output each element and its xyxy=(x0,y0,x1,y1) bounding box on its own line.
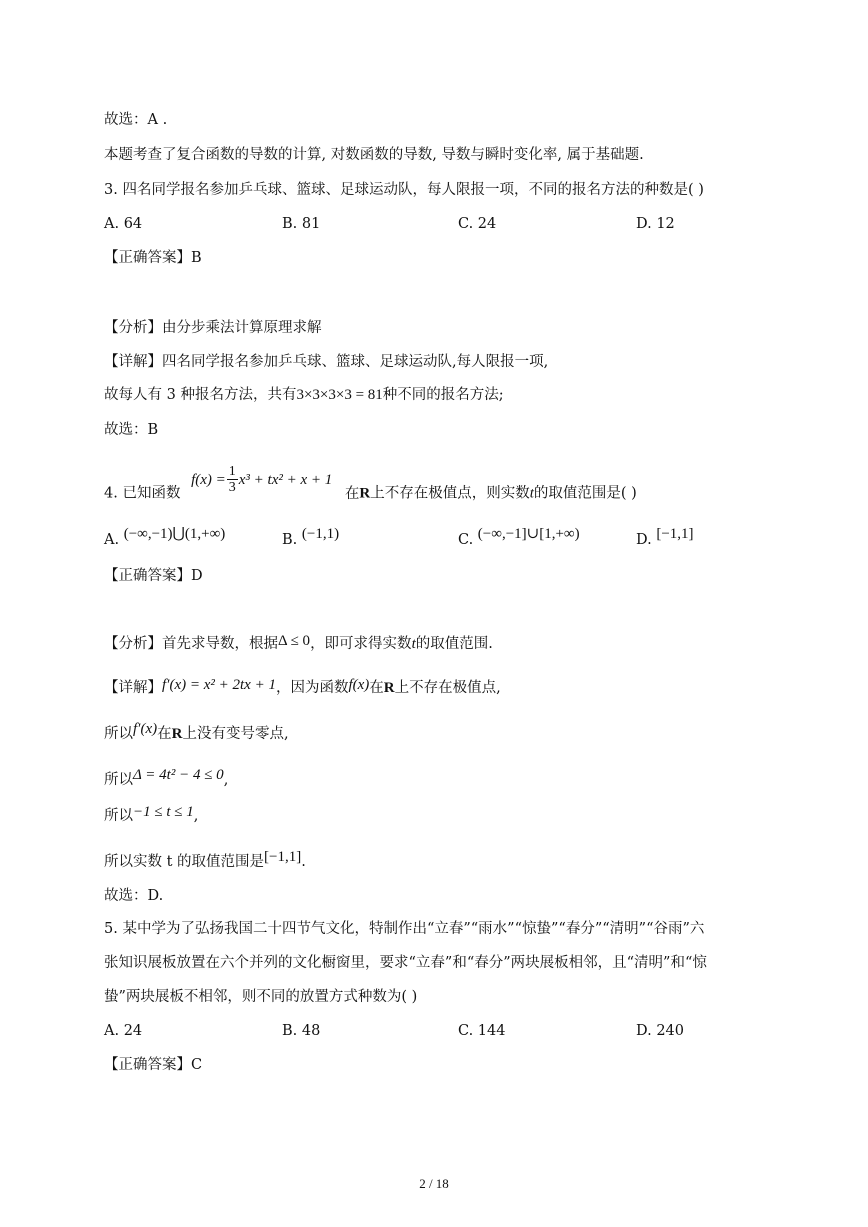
math: [−1,1] xyxy=(656,526,694,542)
math: f(x) = xyxy=(191,471,226,488)
q4-step-1 xyxy=(104,721,289,744)
text: 种不同的报名方法; xyxy=(382,387,504,403)
math: (−∞,−1)⋃(1,+∞) xyxy=(123,526,226,542)
text: 所以 xyxy=(104,726,133,742)
label: B. xyxy=(282,532,298,548)
function-formula xyxy=(191,464,337,495)
math: Δ ≤ 0 xyxy=(278,633,311,649)
question-3: 3. 四名同学报名参加乒乓球、篮球、足球运动队，每人限报一项，不同的报名方法的种数是( ) xyxy=(104,182,704,198)
math: t xyxy=(411,636,416,652)
text: , xyxy=(193,808,199,824)
math: x³ + tx² + x + 1 xyxy=(238,471,333,488)
denominator: 3 xyxy=(228,480,236,495)
q3-option-d: D. 12 xyxy=(636,216,675,232)
q4-analysis xyxy=(104,634,493,654)
summary-line: 本题考查了复合函数的导数的计算, 对数函数的导数, 导数与瞬时变化率, 属于基础题. xyxy=(104,147,644,163)
q4-option-a xyxy=(104,526,226,550)
text: 故每人有 3 种报名方法，共有 xyxy=(104,387,297,403)
q4-option-d xyxy=(636,526,694,550)
q3-detail-2 xyxy=(104,385,504,405)
text: ，即可求得实数 xyxy=(310,636,412,652)
math: [−1,1] xyxy=(264,849,302,865)
math: Δ = 4t² − 4 ≤ 0 xyxy=(133,767,224,783)
text: 在 xyxy=(344,485,360,502)
text: 【详解】 xyxy=(104,680,162,696)
q4-step-4 xyxy=(104,849,306,872)
math: R xyxy=(171,726,183,742)
label: D. xyxy=(636,532,652,548)
question-5-line-1: 5. 某中学为了弘扬我国二十四节气文化，特制作出“立春”“雨水”“惊蛰”“春分”“清明”“谷雨”六 xyxy=(104,921,705,937)
fraction xyxy=(227,464,238,495)
math: t xyxy=(529,485,534,502)
label: C. xyxy=(458,532,474,548)
q4-conclusion: 故选：D. xyxy=(104,888,164,904)
text: ，因为函数 xyxy=(275,680,349,696)
q4-step-2 xyxy=(104,767,229,790)
question-5-line-3: 蛰”两块展板不相邻，则不同的放置方式种数为( ) xyxy=(104,989,418,1005)
text: . xyxy=(301,854,306,870)
math: f(x) xyxy=(348,677,370,693)
text: 4. 已知函数 xyxy=(104,485,181,502)
question-5-line-2: 张知识展板放置在六个并列的文化橱窗里，要求“立春”和“春分”两块展板相邻，且“清明”和“惊 xyxy=(104,955,707,971)
q4-detail xyxy=(104,678,501,698)
q4-step-3 xyxy=(104,806,198,826)
text: 所以实数 t 的取值范围是 xyxy=(104,854,265,870)
text: 的取值范围是( ) xyxy=(533,485,637,502)
q5-option-b: B. 48 xyxy=(282,1023,321,1039)
q3-option-c: C. 24 xyxy=(458,216,497,232)
text: 上没有变号零点, xyxy=(182,726,289,742)
q5-option-a: A. 24 xyxy=(104,1023,143,1039)
page-number: 2 / 18 xyxy=(419,1176,449,1191)
text: 上不存在极值点，则实数 xyxy=(370,485,530,502)
answer-line: 故选：A . xyxy=(104,112,168,128)
q3-analysis: 【分析】由分步乘法计算原理求解 xyxy=(104,320,322,336)
text: 所以 xyxy=(104,772,133,788)
math: (−1,1) xyxy=(301,526,340,542)
q3-detail: 【详解】四名同学报名参加乒乓球、篮球、足球运动队,每人限报一项, xyxy=(104,354,549,370)
text: 所以 xyxy=(104,808,133,824)
text: 上不存在极值点, xyxy=(394,680,501,696)
math: −1 ≤ t ≤ 1 xyxy=(133,804,194,820)
q4-option-b xyxy=(282,526,340,550)
text: , xyxy=(223,772,229,788)
numerator: 1 xyxy=(228,464,236,479)
math: R xyxy=(383,680,395,696)
q5-option-d: D. 240 xyxy=(636,1023,685,1039)
question-4 xyxy=(104,464,637,509)
q4-option-c xyxy=(458,526,580,550)
math: f′(x) = x² + 2tx + 1 xyxy=(162,677,276,693)
q3-option-a: A. 64 xyxy=(104,216,143,232)
q3-option-b: B. 81 xyxy=(282,216,321,232)
label: A. xyxy=(104,532,120,548)
q4-answer: 【正确答案】D xyxy=(104,568,203,584)
math: (−∞,−1]∪[1,+∞) xyxy=(477,526,580,542)
q3-conclusion: 故选：B xyxy=(104,422,159,438)
text: 在 xyxy=(157,726,172,742)
math: R xyxy=(359,485,371,502)
q5-option-c: C. 144 xyxy=(458,1023,506,1039)
text: 【分析】首先求导数，根据 xyxy=(104,636,278,652)
math: 3×3×3×3 = 81 xyxy=(296,387,383,403)
math: f′(x) xyxy=(133,721,158,737)
q5-answer: 【正确答案】C xyxy=(104,1057,203,1073)
q3-answer: 【正确答案】B xyxy=(104,250,202,266)
text: 的取值范围. xyxy=(415,636,493,652)
text: 在 xyxy=(369,680,384,696)
